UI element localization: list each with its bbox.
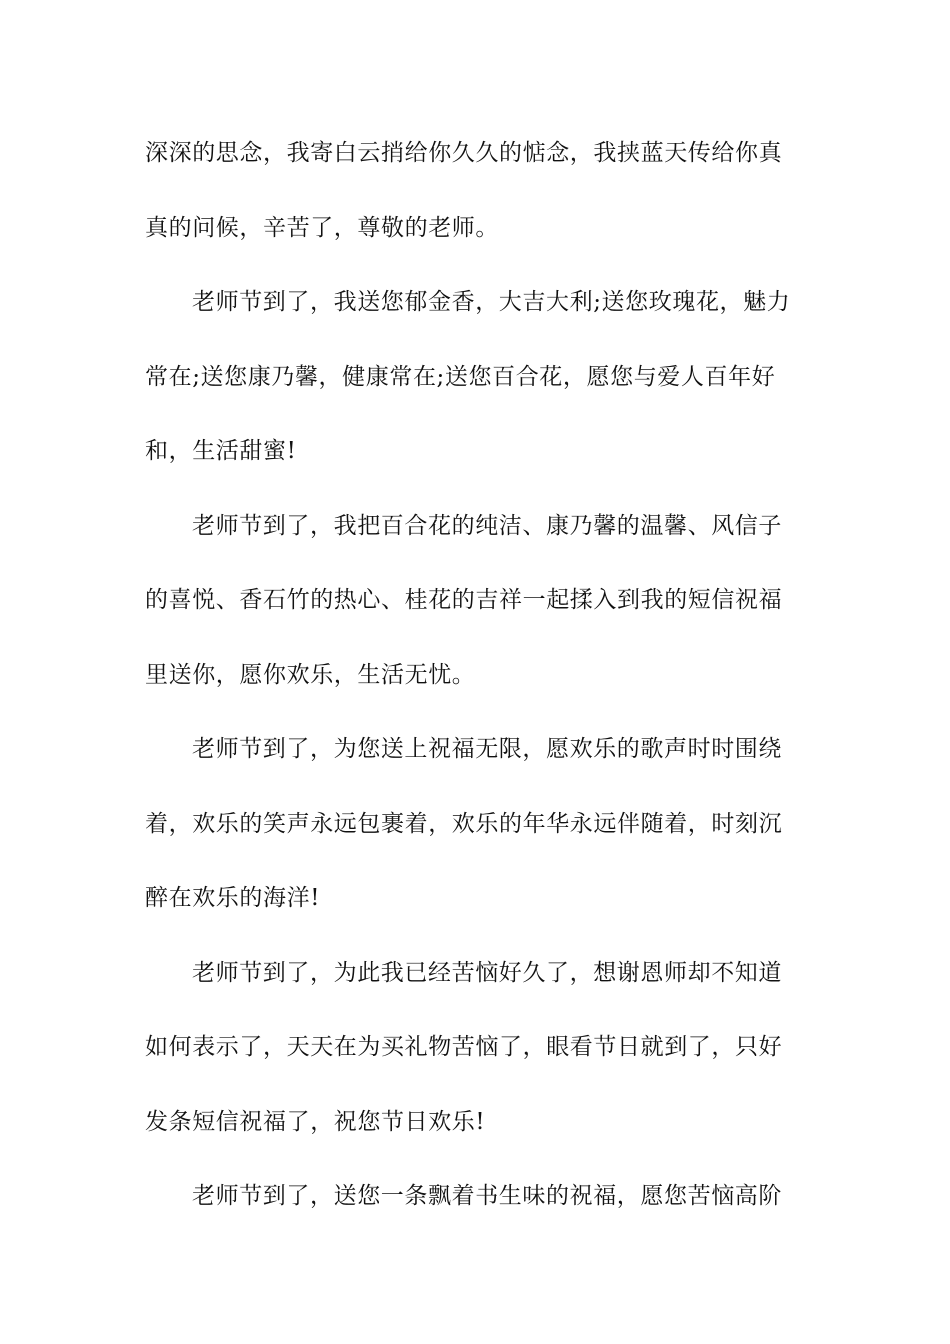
paragraph-start-line: 老师节到了，我把百合花的纯洁、康乃馨的温馨、风信子 <box>192 512 782 539</box>
paragraph-start-line: 老师节到了，为此我已经苦恼好久了，想谢恩师却不知道 <box>192 959 782 986</box>
text-line: 常在;送您康乃馨，健康常在;送您百合花，愿您与爱人百年好 <box>145 363 776 390</box>
text-line: 深深的思念，我寄白云捎给你久久的惦念，我挟蓝天传给你真 <box>145 140 783 166</box>
text-line: 的喜悦、香石竹的热心、桂花的吉祥一起揉入到我的短信祝福 <box>145 587 783 613</box>
text-line: 和，生活甜蜜! <box>145 438 297 464</box>
document-body <box>145 131 815 1249</box>
text-line: 真的问候，辛苦了，尊敬的老师。 <box>145 214 499 241</box>
text-line: 醉在欢乐的海洋! <box>145 885 321 911</box>
paragraph-start-line: 老师节到了，送您一条飘着书生味的祝福，愿您苦恼高阶 <box>192 1183 782 1209</box>
text-line: 如何表示了，天天在为买礼物苦恼了，眼看节日就到了，只好 <box>145 1034 783 1060</box>
text-line: 发条短信祝福了，祝您节日欢乐! <box>145 1108 486 1135</box>
text-line: 里送你，愿你欢乐，生活无忧。 <box>145 661 476 688</box>
paragraph-start-line: 老师节到了，为您送上祝福无限，愿欢乐的歌声时时围绕 <box>192 736 782 762</box>
text-line: 着，欢乐的笑声永远包裹着，欢乐的年华永远伴随着，时刻沉 <box>145 810 783 837</box>
paragraph-start-line: 老师节到了，我送您郁金香，大吉大利;送您玫瑰花，魅力 <box>192 289 791 315</box>
